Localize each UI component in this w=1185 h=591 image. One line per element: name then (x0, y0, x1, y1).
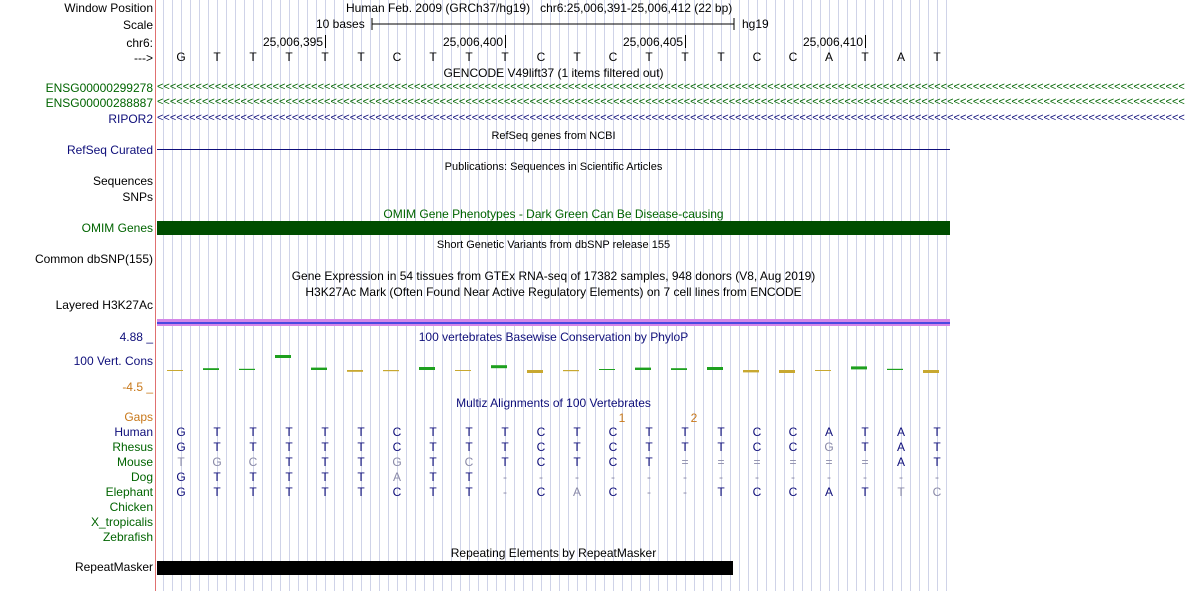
aligned-base: T (717, 425, 725, 439)
phylop-mark (887, 369, 903, 370)
gencode-title[interactable]: GENCODE V49lift37 (1 items filtered out) (443, 66, 664, 80)
aligned-base: = (825, 455, 833, 469)
aligned-base: G (212, 455, 222, 469)
sequence-base[interactable]: T (357, 50, 365, 64)
aligned-base: T (465, 425, 473, 439)
aligned-base: T (933, 455, 941, 469)
aligned-base: C (752, 425, 762, 439)
phylop-mark (527, 370, 543, 373)
assembly-name: Human Feb. 2009 (GRCh37/hg19) (346, 1, 531, 15)
h3k27ac-title[interactable]: H3K27Ac Mark (Often Found Near Active Regulatory Elements) on 7 cell lines from ENCODE (305, 285, 802, 299)
ruler-tick (865, 35, 866, 48)
aligned-base: T (321, 425, 329, 439)
sequence-base[interactable]: T (645, 50, 653, 64)
position-text: chr6:25,006,391-25,006,412 (22 bp) (540, 1, 733, 15)
track-label-gencode-2[interactable]: ENSG00000288887 (45, 96, 153, 110)
aligned-base: T (249, 425, 257, 439)
ruler-tick-label: 25,006,400 (442, 35, 503, 49)
track-label-snps[interactable]: SNPs (122, 190, 153, 204)
aligned-base: A (572, 485, 581, 499)
aligned-base: T (285, 455, 293, 469)
aligned-base: T (249, 440, 257, 454)
sequence-base[interactable]: C (788, 50, 798, 64)
aligned-base: T (861, 425, 869, 439)
track-label-sequences[interactable]: Sequences (92, 174, 153, 188)
phylop-min-label: -4.5 _ (122, 380, 153, 394)
aligned-base: G (176, 440, 186, 454)
label-chrom: chr6: (126, 36, 153, 50)
aligned-base: T (861, 440, 869, 454)
sequence-base[interactable]: T (285, 50, 293, 64)
aligned-base: = (717, 455, 725, 469)
aligned-base: A (896, 455, 905, 469)
gap-marker: 1 (618, 411, 626, 425)
sequence-base[interactable]: T (681, 50, 689, 64)
sequence-base[interactable]: T (861, 50, 869, 64)
omim-title[interactable]: OMIM Gene Phenotypes - Dark Green Can Be Disease-causing (383, 207, 724, 221)
ruler-tick (325, 35, 326, 48)
sequence-base[interactable]: T (213, 50, 221, 64)
aligned-base: G (824, 440, 834, 454)
aligned-base: A (824, 425, 833, 439)
scale-bar (370, 17, 738, 31)
aligned-base: T (357, 485, 365, 499)
gap-marker: 2 (690, 411, 698, 425)
aligned-base: C (932, 485, 942, 499)
aligned-base: T (933, 425, 941, 439)
aligned-base: T (249, 485, 257, 499)
aligned-base: T (285, 425, 293, 439)
sequence-base[interactable]: C (608, 50, 618, 64)
scale-text: 10 bases (316, 17, 365, 31)
aligned-base: G (176, 470, 186, 484)
aligned-base: T (501, 440, 509, 454)
aligned-base: - (647, 470, 651, 484)
aligned-base: T (717, 440, 725, 454)
aligned-base: C (608, 425, 618, 439)
aligned-base: T (717, 485, 725, 499)
aligned-base: T (429, 455, 437, 469)
aligned-base: - (935, 470, 939, 484)
aligned-base: T (321, 455, 329, 469)
aligned-base: C (392, 485, 402, 499)
aligned-base: T (429, 440, 437, 454)
aligned-base: T (465, 440, 473, 454)
aligned-base: C (536, 440, 546, 454)
refseq-gene-line[interactable] (157, 149, 950, 150)
aligned-base: A (896, 440, 905, 454)
assembly-title (346, 1, 732, 15)
gene-ensg00000299278[interactable]: <<<<<<<<<<<<<<<<<<<<<<<<<<<<<<<<<<<<<<<<<<<<<<<<<<<<<<<<<<<<<<<<<<<<<<<<<<<<<<<<<<<<<<<<<<<<<<<<<<<<<<<<<<<<<<<<<<<<<<<<<<<<<<<<<<<<<<<<<<<<<<<<<<<<<<<<<<<<<<<< (157, 81, 1185, 93)
track-label-refseq[interactable]: RefSeq Curated (66, 143, 153, 157)
sequence-base[interactable]: G (176, 50, 186, 64)
phylop-mark (383, 370, 399, 371)
phylop-mark (563, 370, 579, 371)
aligned-base: - (755, 470, 759, 484)
aligned-base: T (897, 485, 905, 499)
publications-title[interactable]: Publications: Sequences in Scientific Articles (444, 161, 663, 173)
omim-gene-bar[interactable] (157, 221, 950, 235)
aligned-base: T (465, 485, 473, 499)
phylop-max-label: 4.88 _ (119, 330, 153, 344)
aligned-base: T (501, 455, 509, 469)
phylop-mark (599, 369, 615, 370)
species-label[interactable]: Elephant (105, 485, 153, 499)
aligned-base: - (539, 470, 543, 484)
phylop-mark (455, 370, 471, 371)
aligned-base: T (681, 440, 689, 454)
scale-db: hg19 (742, 17, 769, 31)
phylop-mark (275, 355, 291, 358)
aligned-base: A (824, 485, 833, 499)
phylop-mark (707, 367, 723, 370)
aligned-base: = (681, 455, 689, 469)
sequence-base[interactable]: C (752, 50, 762, 64)
aligned-base: - (899, 470, 903, 484)
label-divider (155, 0, 156, 591)
aligned-base: - (683, 485, 687, 499)
species-label[interactable]: X_tropicalis (90, 515, 153, 529)
aligned-base: A (392, 470, 401, 484)
track-label-gaps: Gaps (124, 410, 153, 424)
gene-ripor2[interactable]: <<<<<<<<<<<<<<<<<<<<<<<<<<<<<<<<<<<<<<<<<<<<<<<<<<<<<<<<<<<<<<<<<<<<<<<<<<<<<<<<<<<<<<<<<<<<<<<<<<<<<<<<<<<<<<<<<<<<<<<<<<<<<<<<<<<<<<<<<<<<<<<<<<<<<<<<<<<<<<<< (157, 112, 1185, 124)
aligned-base: T (213, 470, 221, 484)
aligned-base: = (789, 455, 797, 469)
track-label-h3k27ac[interactable]: Layered H3K27Ac (55, 298, 153, 312)
sequence-base[interactable]: C (536, 50, 546, 64)
phylop-mark (239, 369, 255, 370)
phylop-mark (779, 370, 795, 373)
species-label[interactable]: Dog (130, 470, 153, 484)
phylop-mark (203, 368, 219, 370)
aligned-base: C (788, 425, 798, 439)
aligned-base: C (536, 425, 546, 439)
aligned-base: C (536, 485, 546, 499)
aligned-base: T (357, 425, 365, 439)
aligned-base: C (788, 440, 798, 454)
ruler-tick-label: 25,006,410 (802, 35, 863, 49)
sequence-base[interactable]: A (896, 50, 905, 64)
aligned-base: T (213, 440, 221, 454)
ruler-tick (685, 35, 686, 48)
aligned-base: - (827, 470, 831, 484)
aligned-base: C (248, 455, 258, 469)
aligned-base: G (392, 455, 402, 469)
ruler-tick-label: 25,006,405 (622, 35, 683, 49)
repeatmasker-title[interactable]: Repeating Elements by RepeatMasker (450, 546, 657, 560)
phylop-mark (491, 365, 507, 368)
aligned-base: T (429, 485, 437, 499)
track-label-cons[interactable]: 100 Vert. Cons (73, 354, 153, 368)
phylop-mark (419, 367, 435, 370)
aligned-base: T (573, 425, 581, 439)
multiz-title[interactable]: Multiz Alignments of 100 Vertebrates (456, 396, 651, 410)
phylop-mark (851, 366, 867, 369)
track-label-omim[interactable]: OMIM Genes (81, 221, 153, 235)
species-label[interactable]: Chicken (109, 500, 153, 514)
aligned-base: = (861, 455, 869, 469)
track-label-ripor2[interactable]: RIPOR2 (108, 112, 153, 126)
aligned-base: C (608, 455, 618, 469)
sequence-base[interactable]: T (321, 50, 329, 64)
aligned-base: C (392, 440, 402, 454)
aligned-base: T (465, 470, 473, 484)
aligned-base: T (321, 485, 329, 499)
aligned-base: T (429, 425, 437, 439)
label-window-position: Window Position (64, 1, 153, 15)
aligned-base: T (573, 440, 581, 454)
phylop-title[interactable]: 100 vertebrates Basewise Conservation by PhyloP (418, 330, 689, 344)
species-label[interactable]: Mouse (116, 455, 153, 469)
aligned-base: G (176, 425, 186, 439)
aligned-base: C (608, 485, 618, 499)
aligned-base: - (575, 470, 579, 484)
aligned-base: T (321, 440, 329, 454)
sequence-base[interactable]: A (824, 50, 833, 64)
label-arrow: ---> (134, 51, 153, 65)
aligned-base: T (177, 455, 185, 469)
sequence-base[interactable]: T (573, 50, 581, 64)
aligned-base: C (752, 440, 762, 454)
aligned-base: - (647, 485, 651, 499)
species-label[interactable]: Rhesus (112, 440, 153, 454)
sequence-base[interactable]: T (717, 50, 725, 64)
aligned-base: T (429, 470, 437, 484)
ruler-tick-label: 25,006,395 (262, 35, 323, 49)
aligned-base: T (357, 470, 365, 484)
phylop-graph[interactable] (157, 345, 950, 390)
phylop-mark (923, 370, 939, 373)
aligned-base: = (753, 455, 761, 469)
aligned-base: - (503, 485, 507, 499)
aligned-base: T (213, 425, 221, 439)
aligned-base: C (752, 485, 762, 499)
phylop-mark (635, 368, 651, 370)
aligned-base: T (861, 485, 869, 499)
refseq-title[interactable]: RefSeq genes from NCBI (491, 130, 616, 142)
track-label-dbsnp[interactable]: Common dbSNP(155) (34, 252, 153, 266)
aligned-base: T (645, 455, 653, 469)
track-label-gencode-1[interactable]: ENSG00000299278 (45, 81, 153, 95)
phylop-mark (671, 368, 687, 370)
aligned-base: T (645, 425, 653, 439)
repeatmasker-element[interactable] (157, 561, 733, 575)
track-label-repeatmasker[interactable]: RepeatMasker (74, 560, 153, 574)
aligned-base: T (357, 440, 365, 454)
phylop-mark (743, 370, 759, 372)
aligned-base: G (176, 485, 186, 499)
aligned-base: T (681, 425, 689, 439)
label-scale: Scale (122, 18, 153, 32)
sequence-base[interactable]: C (392, 50, 402, 64)
aligned-base: - (791, 470, 795, 484)
aligned-base: T (645, 440, 653, 454)
aligned-base: T (249, 470, 257, 484)
aligned-base: T (501, 425, 509, 439)
aligned-base: C (464, 455, 474, 469)
sequence-base[interactable]: T (501, 50, 509, 64)
aligned-base: - (863, 470, 867, 484)
aligned-base: T (213, 485, 221, 499)
sequence-base[interactable]: T (465, 50, 473, 64)
aligned-base: - (611, 470, 615, 484)
aligned-base: - (503, 470, 507, 484)
aligned-base: C (536, 455, 546, 469)
phylop-mark (347, 370, 363, 372)
aligned-base: C (608, 440, 618, 454)
species-label[interactable]: Human (114, 425, 153, 439)
aligned-base: C (788, 485, 798, 499)
aligned-base: T (933, 440, 941, 454)
aligned-base: T (285, 485, 293, 499)
phylop-mark (815, 370, 831, 371)
aligned-base: T (321, 470, 329, 484)
aligned-base: T (357, 455, 365, 469)
sequence-base[interactable]: T (249, 50, 257, 64)
aligned-base: A (896, 425, 905, 439)
aligned-base: C (392, 425, 402, 439)
gtex-title[interactable]: Gene Expression in 54 tissues from GTEx RNA-seq of 17382 samples, 948 donors (V8, Aug 2019) (291, 269, 816, 283)
sequence-base[interactable]: T (429, 50, 437, 64)
aligned-base: T (285, 470, 293, 484)
gene-ensg00000288887[interactable]: <<<<<<<<<<<<<<<<<<<<<<<<<<<<<<<<<<<<<<<<<<<<<<<<<<<<<<<<<<<<<<<<<<<<<<<<<<<<<<<<<<<<<<<<<<<<<<<<<<<<<<<<<<<<<<<<<<<<<<<<<<<<<<<<<<<<<<<<<<<<<<<<<<<<<<<<<<<<<<<< (157, 96, 1185, 108)
phylop-mark (311, 368, 327, 370)
aligned-base: - (719, 470, 723, 484)
sequence-base[interactable]: T (933, 50, 941, 64)
dbsnp-title[interactable]: Short Genetic Variants from dbSNP release 155 (436, 239, 671, 251)
ruler-tick (505, 35, 506, 48)
species-label[interactable]: Zebrafish (102, 530, 153, 544)
aligned-base: - (683, 470, 687, 484)
aligned-base: T (573, 455, 581, 469)
aligned-base: T (285, 440, 293, 454)
phylop-mark (167, 370, 183, 371)
h3k27ac-signal-bottom[interactable] (157, 324, 950, 326)
